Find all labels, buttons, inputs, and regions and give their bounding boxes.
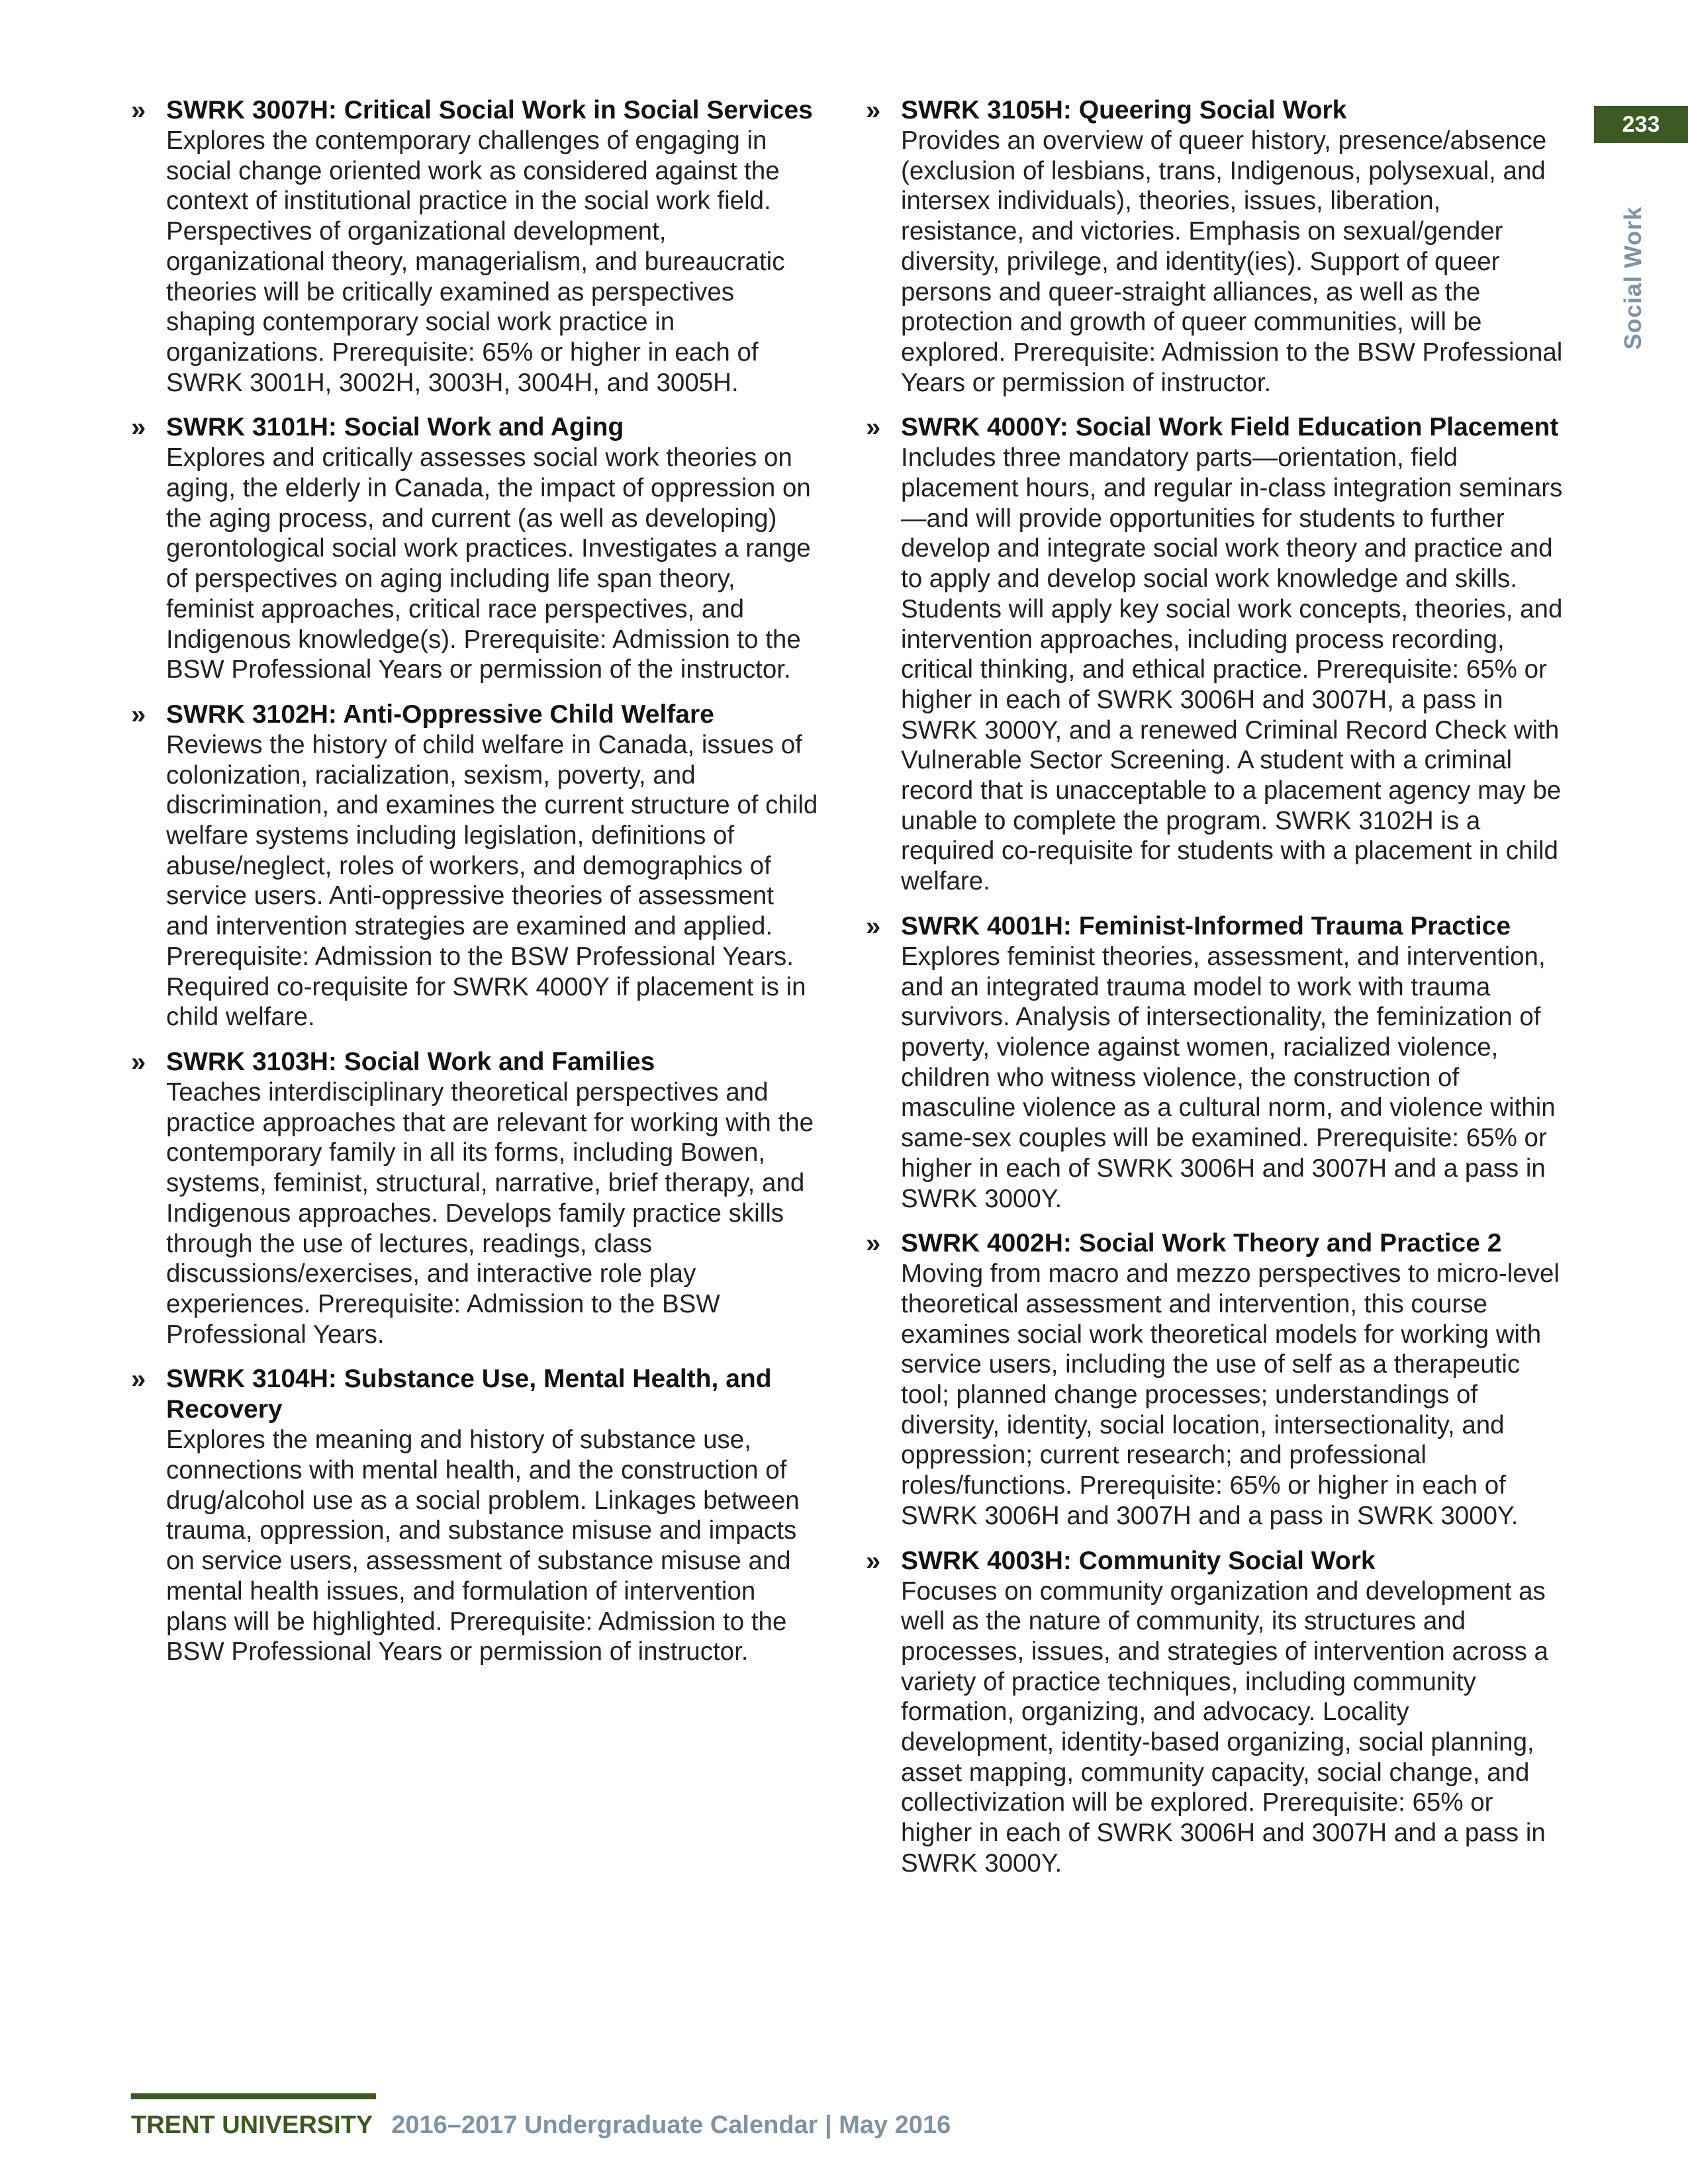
bullet-icon: » <box>866 96 881 125</box>
course-description: Explores feminist theories, assessment, and intervention, and an integrated trauma model to work with trauma survivors. Analysis of intersectionality, the feminization of poverty, violence against women, racialized violence, children who witness violence, the construction of masculine violence as a cultural norm, and violence within same-sex couples will be examined. Prerequisite: 65% or higher in each of SWRK 3006H and 3007H and a pass in SWRK 3000Y. <box>901 942 1556 1213</box>
course-description: Explores the contemporary challenges of engaging in social change oriented work as considered against the context of institutional practice in the social work field. Perspectives of organizational development, organizational theory, managerialism, and bureaucratic theories will be critically examined as perspectives shaping contemporary social work practice in organizations. Prerequisite: 65% or higher in each of SWRK 3001H, 3002H, 3003H, 3004H, and 3005H. <box>166 126 785 397</box>
bullet-icon: » <box>131 1047 146 1077</box>
course-description: Teaches interdisciplinary theoretical perspectives and practice approaches that are relevant for working with the contemporary family in all its forms, including Bowen, systems, feminist, structural, narrative, brief therapy, and Indigenous approaches. Develops family practice skills through the use of lectures, readings, class discussions/exercises, and interactive role play experiences. Prerequisite: Admission to the BSW Professional Years. <box>166 1077 814 1349</box>
course-entry <box>131 700 820 1032</box>
course-entry <box>866 412 1568 897</box>
left-column <box>131 95 820 1682</box>
bullet-icon: » <box>866 911 881 941</box>
course-entry <box>131 95 820 398</box>
course-entry <box>866 911 1568 1214</box>
bullet-icon: » <box>866 1546 881 1576</box>
course-description: Moving from macro and mezzo perspectives to micro-level theoretical assessment and intervention, this course examines social work theoretical models for working with service users, including the use of self as a therapeutic tool; planned change processes; understandings of diversity, identity, social location, intersectionality, and oppression; current research; and professional roles/functions. Prerequisite: 65% or higher in each of SWRK 3006H and 3007H and a pass in SWRK 3000Y. <box>901 1259 1560 1530</box>
course-title: SWRK 4002H: Social Work Theory and Practice 2 <box>901 1229 1502 1258</box>
bullet-icon: » <box>131 700 146 729</box>
course-description: Provides an overview of queer history, presence/absence (exclusion of lesbians, trans, Indigenous, polysexual, and intersex individuals), theories, issues, liberation, resistance, and victories. Emphasis on sexual/gender diversity, privilege, and identity(ies). Support of queer persons and queer-straight alliances, as well as the protection and growth of queer communities, will be explored. Prerequisite: Admission to the BSW Professional Years or permission of instructor. <box>901 126 1563 397</box>
course-entry <box>131 1047 820 1349</box>
course-title: SWRK 3105H: Queering Social Work <box>901 96 1347 124</box>
bullet-icon: » <box>131 413 146 443</box>
footer <box>131 2109 951 2142</box>
section-label: Social Work <box>1619 206 1646 350</box>
footer-calendar: 2016–2017 Undergraduate Calendar | May 2016 <box>391 2111 951 2139</box>
course-title: SWRK 3104H: Substance Use, Mental Health, and Recovery <box>166 1365 772 1424</box>
course-title: SWRK 4003H: Community Social Work <box>901 1546 1376 1575</box>
footer-rule <box>131 2093 376 2099</box>
course-entry <box>131 1364 820 1667</box>
course-entry <box>866 95 1568 398</box>
page-number: 233 <box>1594 106 1688 143</box>
course-description: Reviews the history of child welfare in Canada, issues of colonization, racialization, sexism, poverty, and discrimination, and examines the current structure of child welfare systems including legislation, definitions of abuse/neglect, roles of workers, and demographics of service users. Anti-oppressive theories of assessment and intervention strategies are examined and applied. Prerequisite: Admission to the BSW Professional Years. Required co-requisite for SWRK 4000Y if placement is in child welfare. <box>166 730 818 1032</box>
course-title: SWRK 3007H: Critical Social Work in Social Services <box>166 96 813 124</box>
course-title: SWRK 3101H: Social Work and Aging <box>166 413 624 442</box>
course-description: Explores and critically assesses social work theories on aging, the elderly in Canada, the impact of oppression on the aging process, and current (as well as developing) gerontological social work practices. Investigates a range of perspectives on aging including life span theory, feminist approaches, critical race perspectives, and Indigenous knowledge(s). Prerequisite: Admission to the BSW Professional Years or permission of the instructor. <box>166 443 811 684</box>
course-title: SWRK 3102H: Anti-Oppressive Child Welfare <box>166 700 714 729</box>
footer-university: TRENT UNIVERSITY <box>131 2111 373 2139</box>
bullet-icon: » <box>866 1229 881 1259</box>
course-title: SWRK 3103H: Social Work and Families <box>166 1047 655 1076</box>
course-title: SWRK 4001H: Feminist-Informed Trauma Practice <box>901 911 1511 940</box>
course-description: Focuses on community organization and development as well as the nature of community, its structures and processes, issues, and strategies of intervention across a variety of practice techniques, including community formation, organizing, and advocacy. Locality development, identity-based organizing, social planning, asset mapping, community capacity, social change, and collectivization will be explored. Prerequisite: 65% or higher in each of SWRK 3006H and 3007H and a pass in SWRK 3000Y. <box>901 1576 1548 1878</box>
bullet-icon: » <box>131 96 146 125</box>
bullet-icon: » <box>131 1365 146 1394</box>
course-title: SWRK 4000Y: Social Work Field Education Placement <box>901 413 1559 442</box>
course-entry <box>866 1546 1568 1879</box>
course-entry <box>131 412 820 685</box>
right-column <box>866 95 1568 1893</box>
bullet-icon: » <box>866 413 881 443</box>
course-description: Includes three mandatory parts—orientation, field placement hours, and regular in-class integration seminars—and will provide opportunities for students to further develop and integrate social work theory and practice and to apply and develop social work knowledge and skills. Students will apply key social work concepts, theories, and intervention approaches, including process recording, critical thinking, and ethical practice. Prerequisite: 65% or higher in each of SWRK 3006H and 3007H, a pass in SWRK 3000Y, and a renewed Criminal Record Check with Vulnerable Sector Screening. A student with a criminal record that is unacceptable to a placement agency may be unable to complete the program. SWRK 3102H is a required co-requisite for students with a placement in child welfare. <box>901 443 1563 896</box>
course-description: Explores the meaning and history of substance use, connections with mental health, and the construction of drug/alcohol use as a social problem. Linkages between trauma, oppression, and substance misuse and impacts on service users, assessment of substance misuse and mental health issues, and formulation of intervention plans will be highlighted. Prerequisite: Admission to the BSW Professional Years or permission of instructor. <box>166 1426 800 1666</box>
course-entry <box>866 1228 1568 1531</box>
